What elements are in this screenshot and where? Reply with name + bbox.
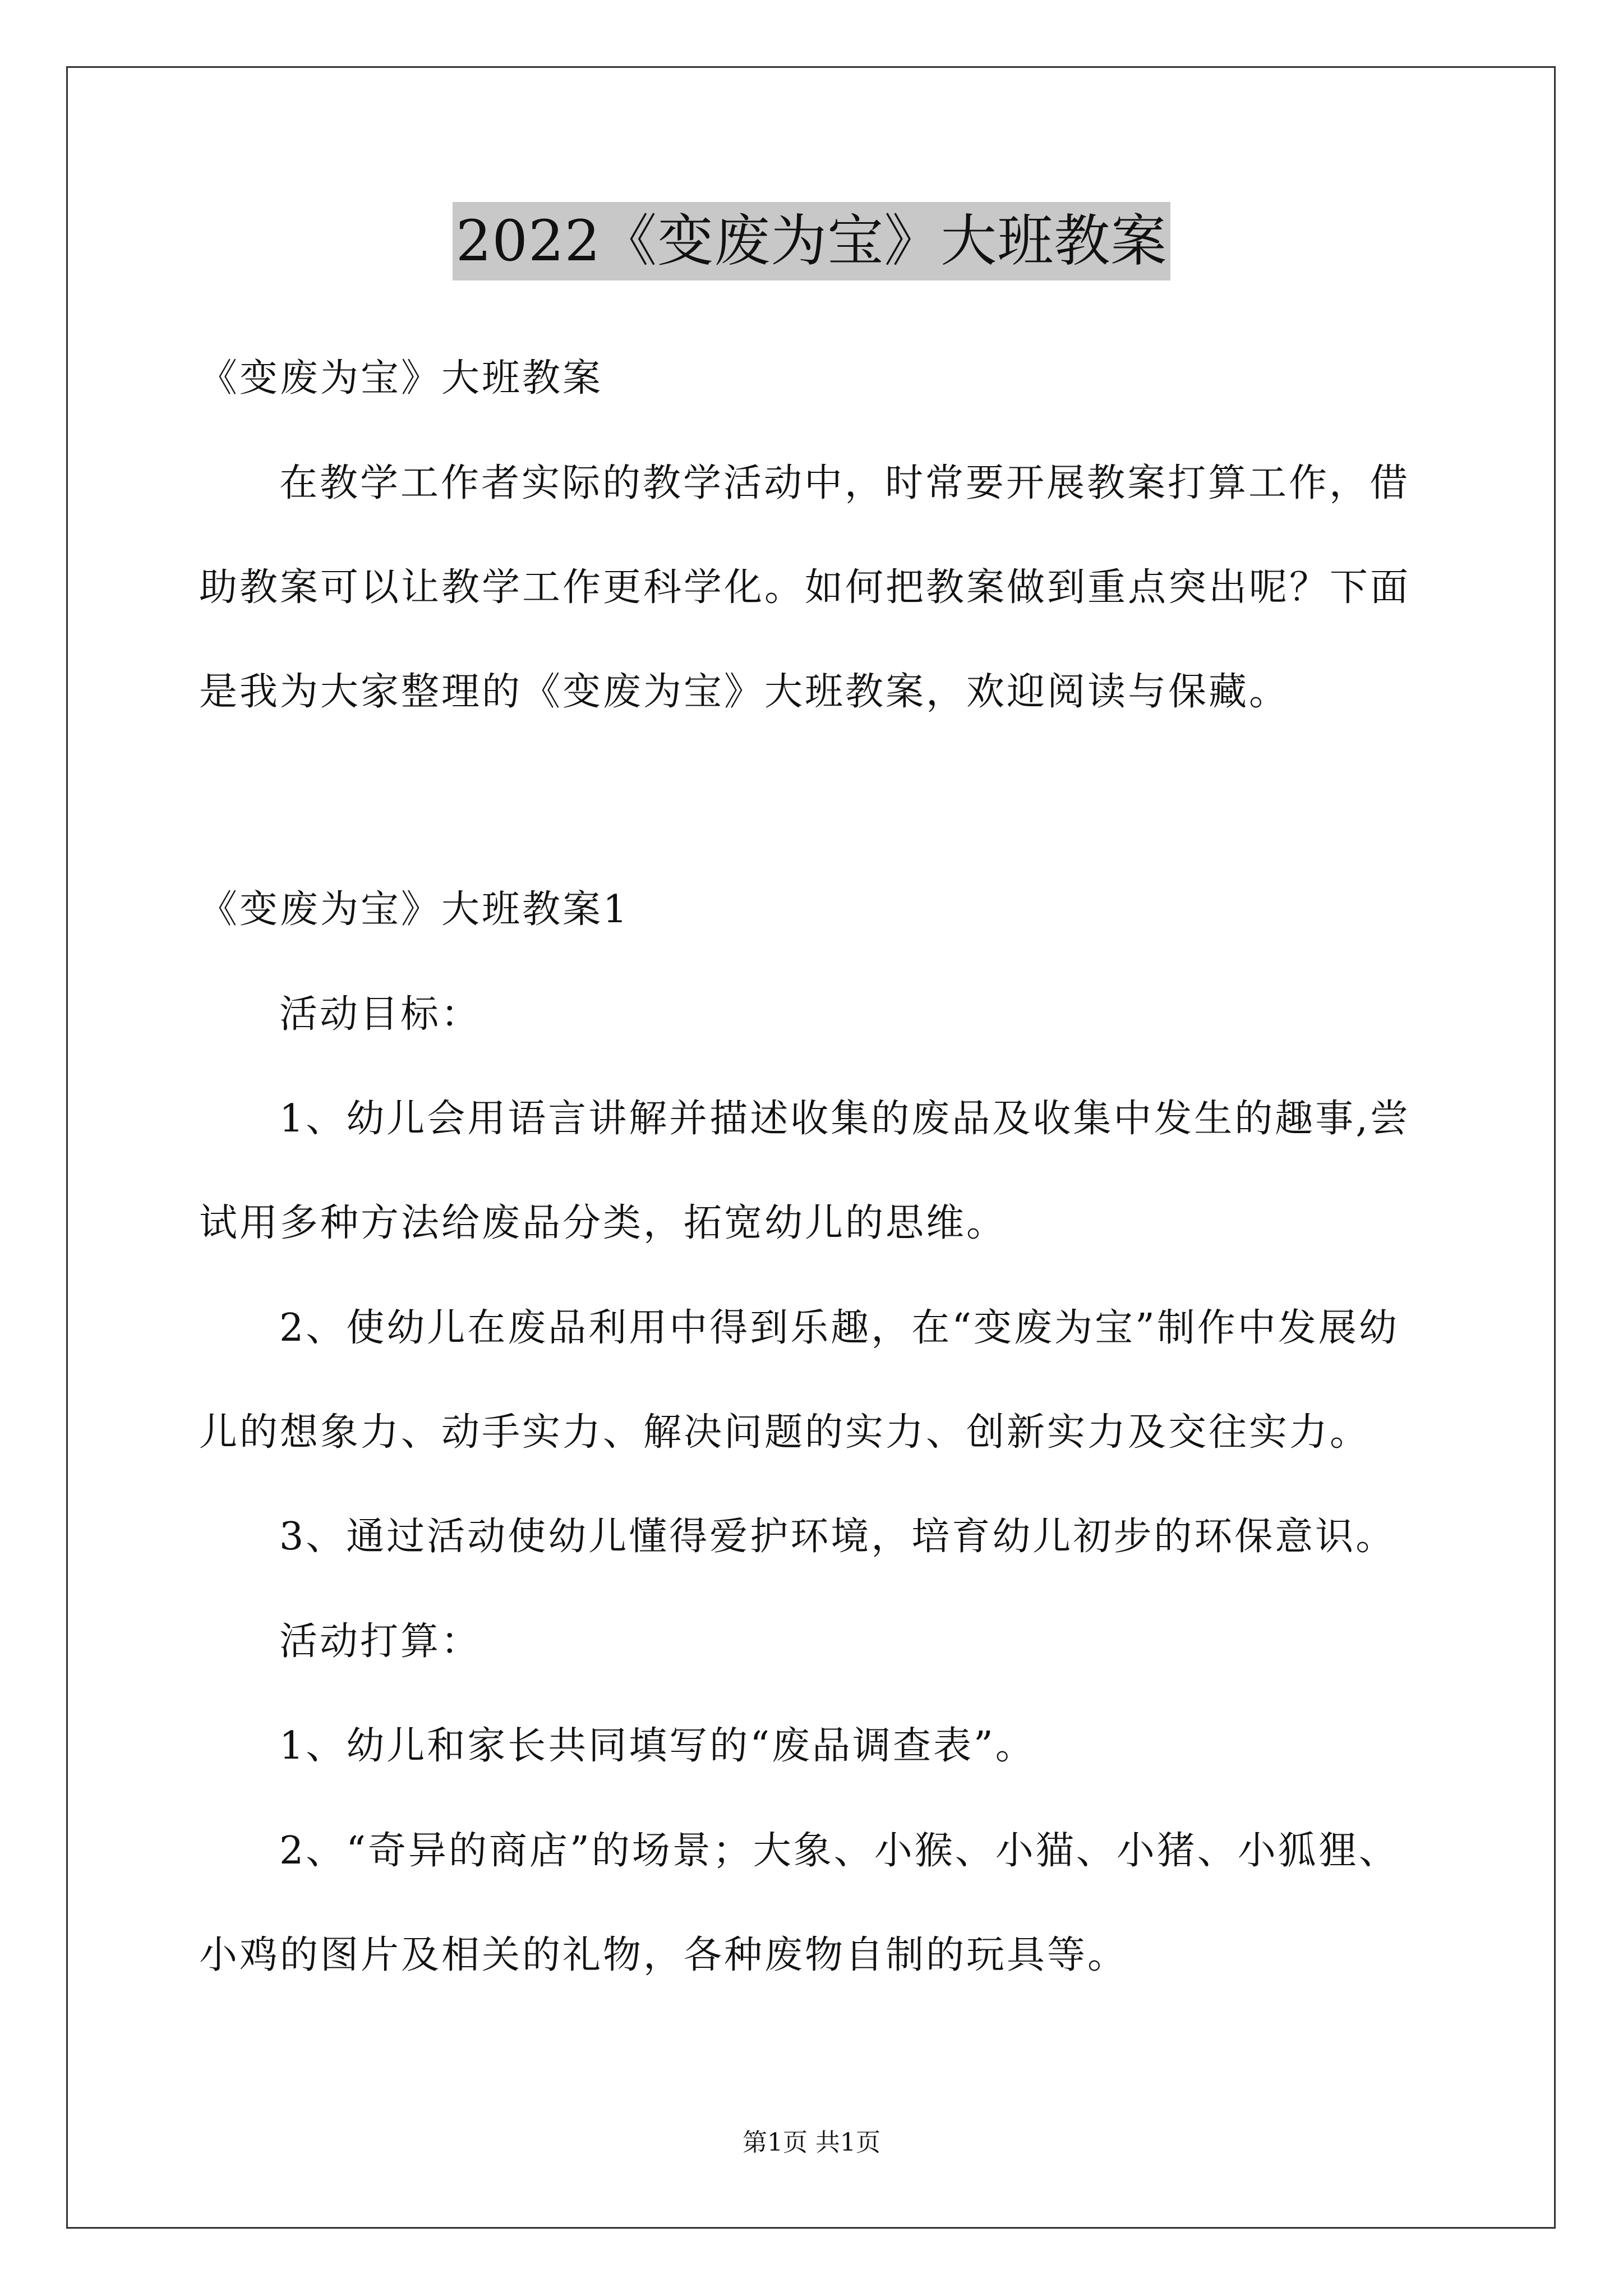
goal-line-1: 1、幼儿会用语言讲解并描述收集的废品及收集中发生的趣事,尝 bbox=[279, 1097, 1410, 1141]
intro-line-2: 助教案可以让教学工作更科学化。如何把教案做到重点突出呢？下面 bbox=[199, 565, 1411, 610]
prep-line-1: 1、幼儿和家长共同填写的“废品调查表”。 bbox=[279, 1724, 1036, 1768]
goals-heading: 活动目标： bbox=[279, 992, 482, 1037]
intro-line-1: 在教学工作者实际的教学活动中，时常要开展教案打算工作，借 bbox=[279, 461, 1410, 505]
intro-line-3: 是我为大家整理的《变废为宝》大班教案，欢迎阅读与保藏。 bbox=[199, 670, 1290, 714]
document-title: 2022《变废为宝》大班教案 bbox=[453, 202, 1171, 280]
page-footer: 第1页 共1页 bbox=[743, 2128, 880, 2157]
goal-line-4: 儿的想象力、动手实力、解决问题的实力、创新实力及交往实力。 bbox=[199, 1410, 1371, 1455]
prep-heading: 活动打算： bbox=[279, 1619, 482, 1664]
goal-line-3: 2、使幼儿在废品利用中得到乐趣，在“变废为宝”制作中发展幼 bbox=[279, 1306, 1399, 1350]
goal-line-2: 试用多种方法给废品分类，拓宽幼儿的思维。 bbox=[199, 1201, 1007, 1245]
title-container bbox=[0, 202, 1623, 280]
prep-line-3: 小鸡的图片及相关的礼物，各种废物自制的玩具等。 bbox=[199, 1933, 1128, 1977]
section-heading: 《变废为宝》大班教案1 bbox=[199, 887, 630, 932]
prep-line-2: 2、“奇异的商店”的场景；大象、小猴、小猫、小猪、小狐狸、 bbox=[279, 1829, 1399, 1873]
goal-line-5: 3、通过活动使幼儿懂得爱护环境，培育幼儿初步的环保意识。 bbox=[279, 1515, 1396, 1559]
subtitle: 《变废为宝》大班教案 bbox=[199, 356, 603, 401]
